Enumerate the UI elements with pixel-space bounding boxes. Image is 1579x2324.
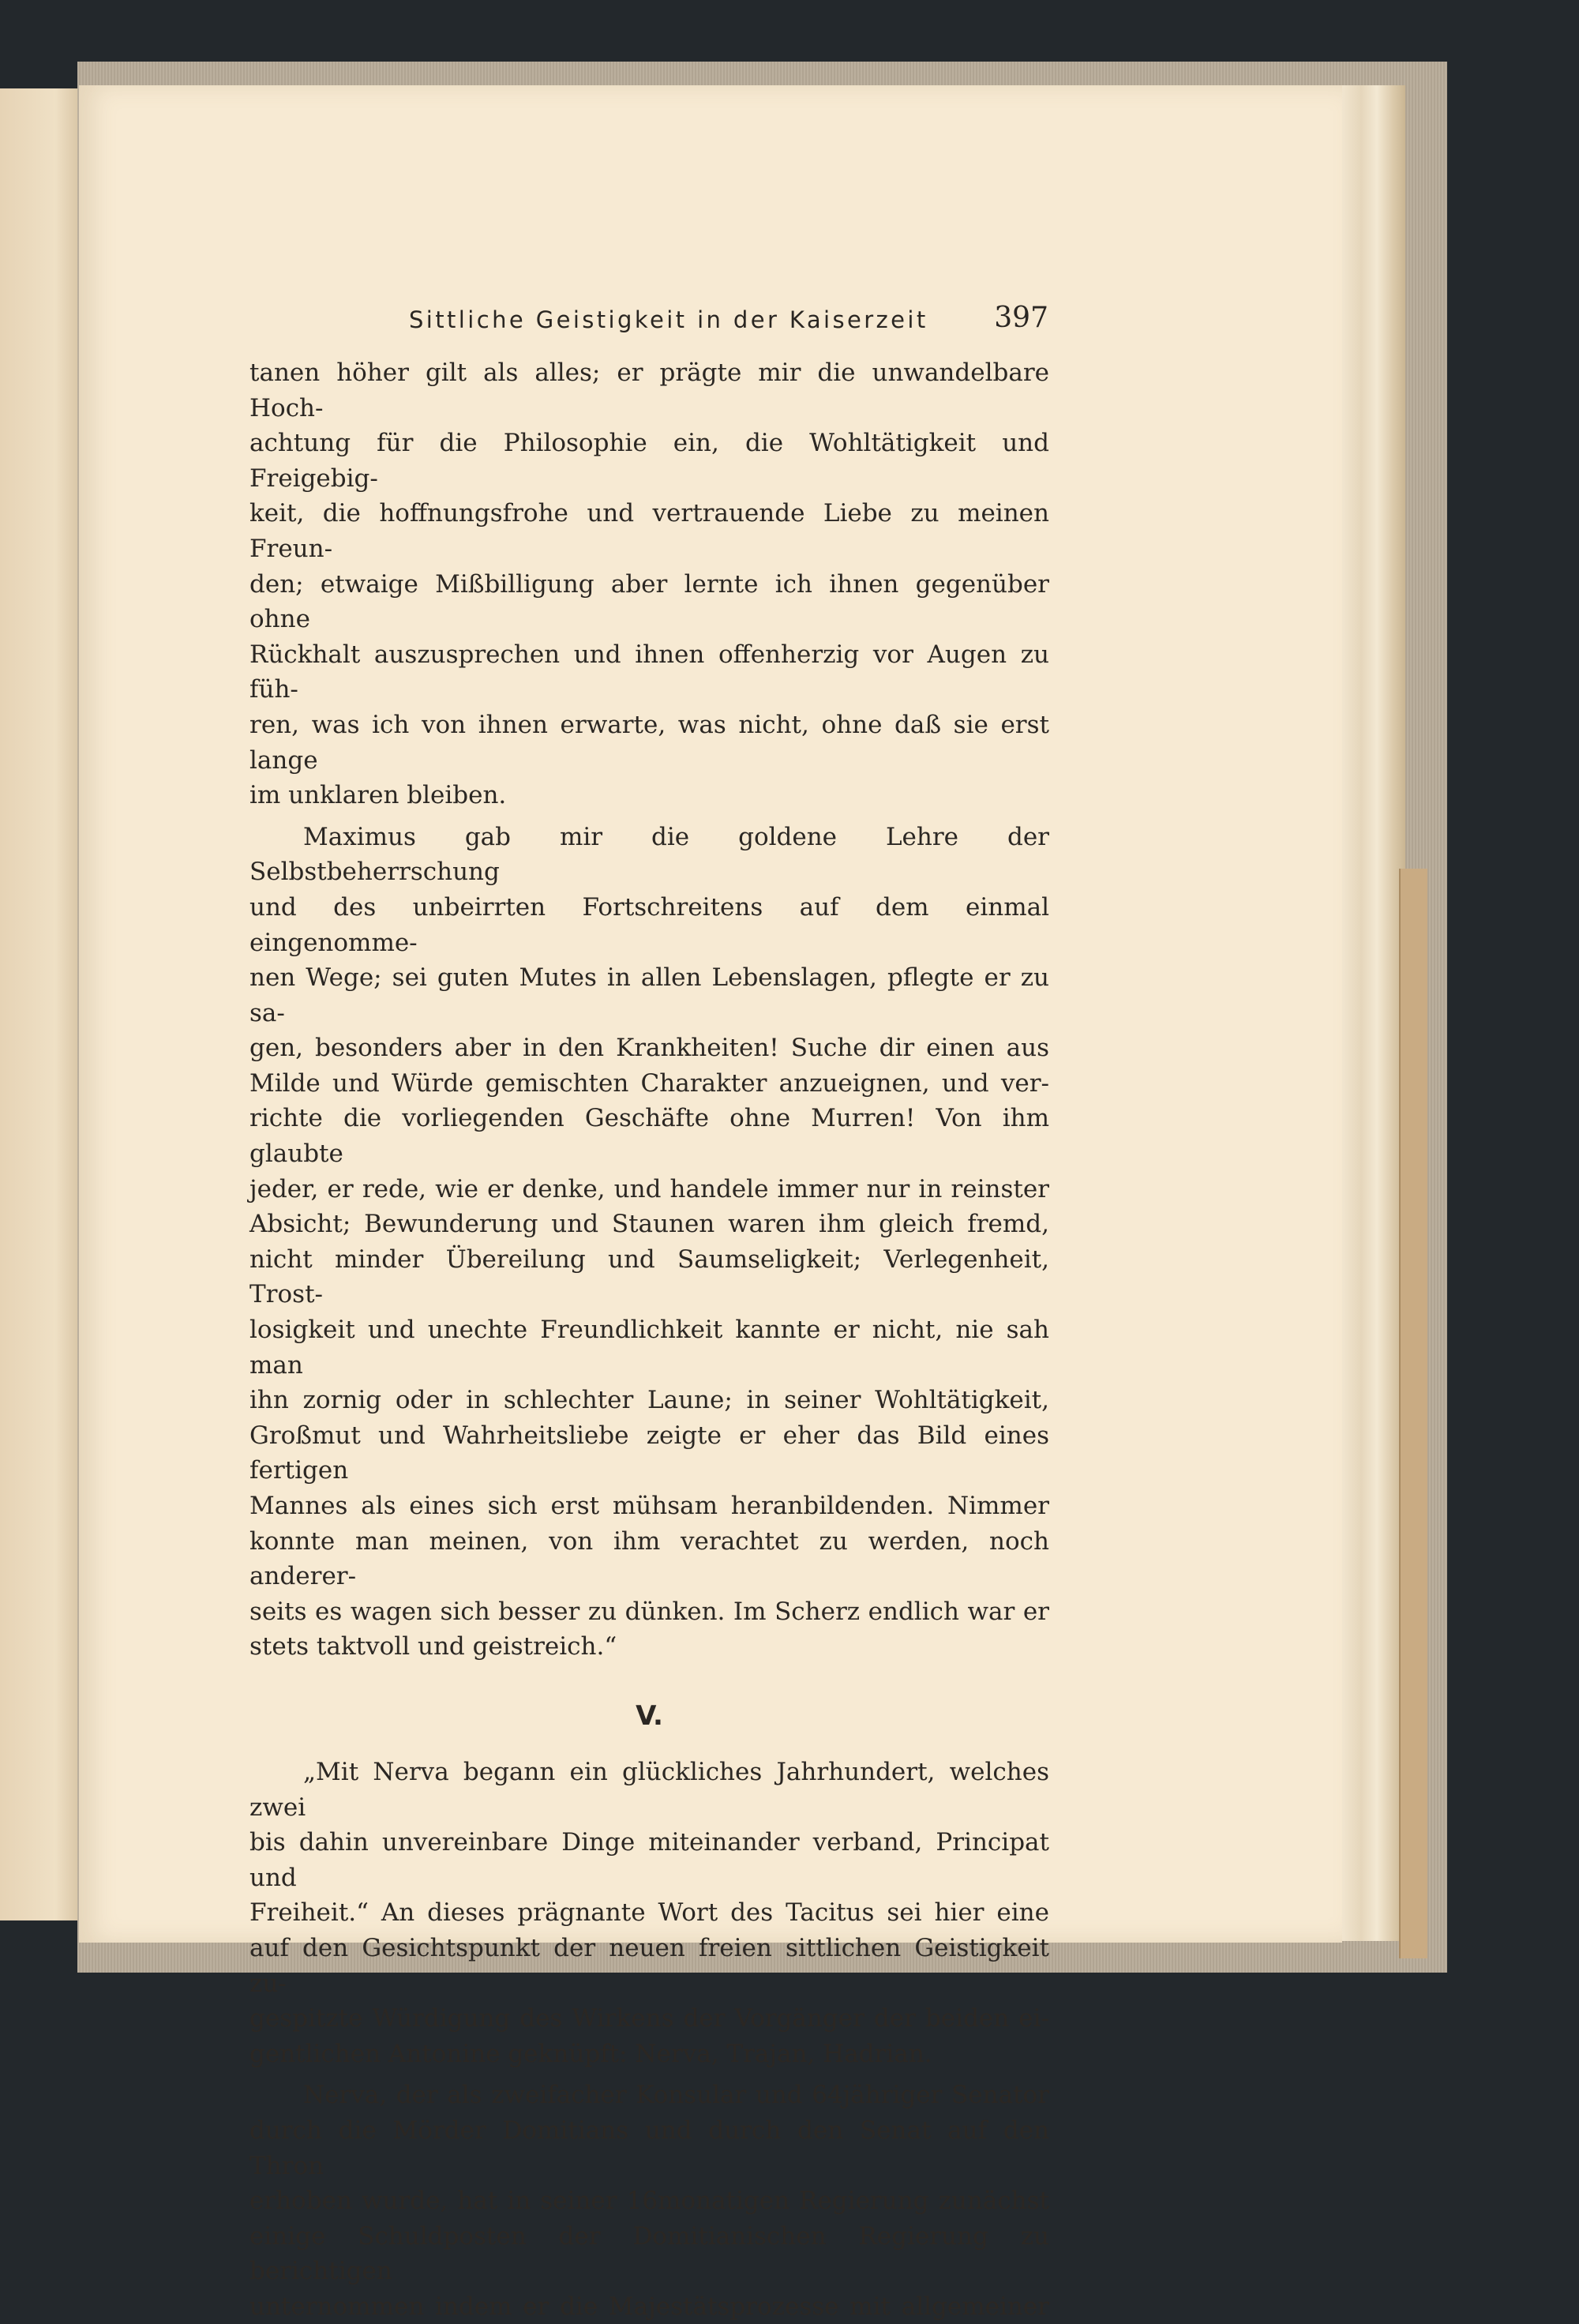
page-header [251, 300, 1048, 340]
text-line: achtung für die Philosophie ein, die Wohltätigkeit und Freigebig- [249, 429, 1049, 493]
text-line: keit, die hoffnungsfrohe und vertrauende Liebe zu meinen Freun- [249, 499, 1049, 563]
text-line: im unklaren bleiben. [249, 781, 507, 810]
text-line: seits es wagen sich besser zu dünken. Im Scherz endlich war er [249, 1597, 1049, 1626]
text-line: losigkeit und unechte Freundlichkeit kannte er nicht, nie sah man [249, 1316, 1049, 1380]
text-line: durch die Mörder Domitians und durch den Senat auf den Thron [249, 2116, 1049, 2180]
paragraph-4 [249, 2078, 1049, 2324]
text-line: und des unbeirrten Fortschreitens auf dem einmal eingenomme- [249, 892, 1049, 957]
text-line: bis dahin unvereinbare Dinge miteinander verband, Principat und [249, 1828, 1049, 1892]
page-number: 397 [994, 302, 1048, 334]
text-line: nen Wege; sei guten Mutes in allen Lebenslagen, pflegte er zu sa- [249, 963, 1049, 1027]
text-line: stets taktvoll und geistreich.“ [249, 1632, 617, 1661]
text-line: Milde und Würde gemischten Charakter anzueignen, und ver- [249, 1068, 1049, 1098]
page-edges [1342, 85, 1405, 1941]
text-line: Freiheit.“ An dieses prägnante Wort des Tacitus sei hier eine [249, 1898, 1049, 1928]
text-line: ren, was ich von ihnen erwarte, was nicht, ohne daß sie erst lange [249, 710, 1049, 775]
text-line: Absicht; Bewunderung und Staunen waren ihm gleich fremd, [249, 1210, 1049, 1239]
facing-page-edge [0, 88, 81, 1920]
text-line: Mannes als eines sich erst mühsam heranbildenden. Nimmer [249, 1492, 1049, 1520]
text-line: Maximus gab mir die goldene Lehre der Selbstbeherrschung [249, 822, 1049, 887]
text-line: jeder, er rede, wie er denke, und handele immer nur in reinster [249, 1174, 1049, 1203]
text-line: nicht minder Übereilung und Saumseligkeit; Verlegenheit, Trost- [249, 1245, 1049, 1309]
text-line: den; etwaige Mißbilligung aber lernte ich ihnen gegenüber ohne [249, 569, 1049, 634]
text-line: gespitzte Würdigung des Wirkens der Vorgänger der beiden ei- [249, 2004, 1049, 2033]
text-line: einige Schuldposten der Domitianischen Regierung zu berichtigen [249, 2221, 1049, 2286]
text-line: „Mit Nerva begann ein glückliches Jahrhundert, welches zwei [249, 1757, 1049, 1822]
cover-tab [1399, 869, 1427, 1958]
text-line: Nerva, der als zweifacher Konsular und 64jähriger Senator [303, 2081, 1049, 2110]
text-line: Großmut und Wahrheitsliebe zeigte er eher das Bild eines fertigen [249, 1421, 1049, 1485]
text-line: unternommen indem er die Majestätsprozesse mit allgemeiner [249, 2292, 1049, 2321]
page-body [249, 355, 1049, 2324]
text-line: konnte man meinen, von ihm verachtet zu werden, noch anderer- [249, 1526, 1049, 1591]
text-line: gen, besonders aber in den Krankheiten! Suche dir einen aus [249, 1034, 1049, 1063]
text-line: ihn zornig oder in schlechter Laune; in seiner Wohltätigkeit, [249, 1386, 1049, 1415]
text-line: tanen höher gilt als alles; er prägte mir die unwandelbare Hoch- [249, 359, 1049, 422]
running-title: Sittliche Geistigkeit in der Kaiserzeit [409, 306, 928, 333]
text-line: richte die vorliegenden Geschäfte ohne Murren! Von ihm glaubte [249, 1104, 1049, 1169]
section-heading: V. [636, 1699, 663, 1732]
paragraph-3 [249, 1755, 1049, 2071]
paragraph-1 [249, 355, 1049, 813]
text-line: erhoben wurde, hat in seiner 16monatigen Regierung zunächst [249, 2187, 1049, 2216]
text-line: gentlichen Antonine geknüpft: Nerva, Trajan, Hadrian. [249, 2039, 932, 2068]
paragraph-2 [249, 820, 1049, 1665]
text-line: auf den Gesichtspunkt der neuen freien sittlichen Geistigkeit zu- [249, 1933, 1049, 1998]
text-line: Rückhalt auszusprechen und ihnen offenherzig vor Augen zu füh- [249, 640, 1049, 704]
